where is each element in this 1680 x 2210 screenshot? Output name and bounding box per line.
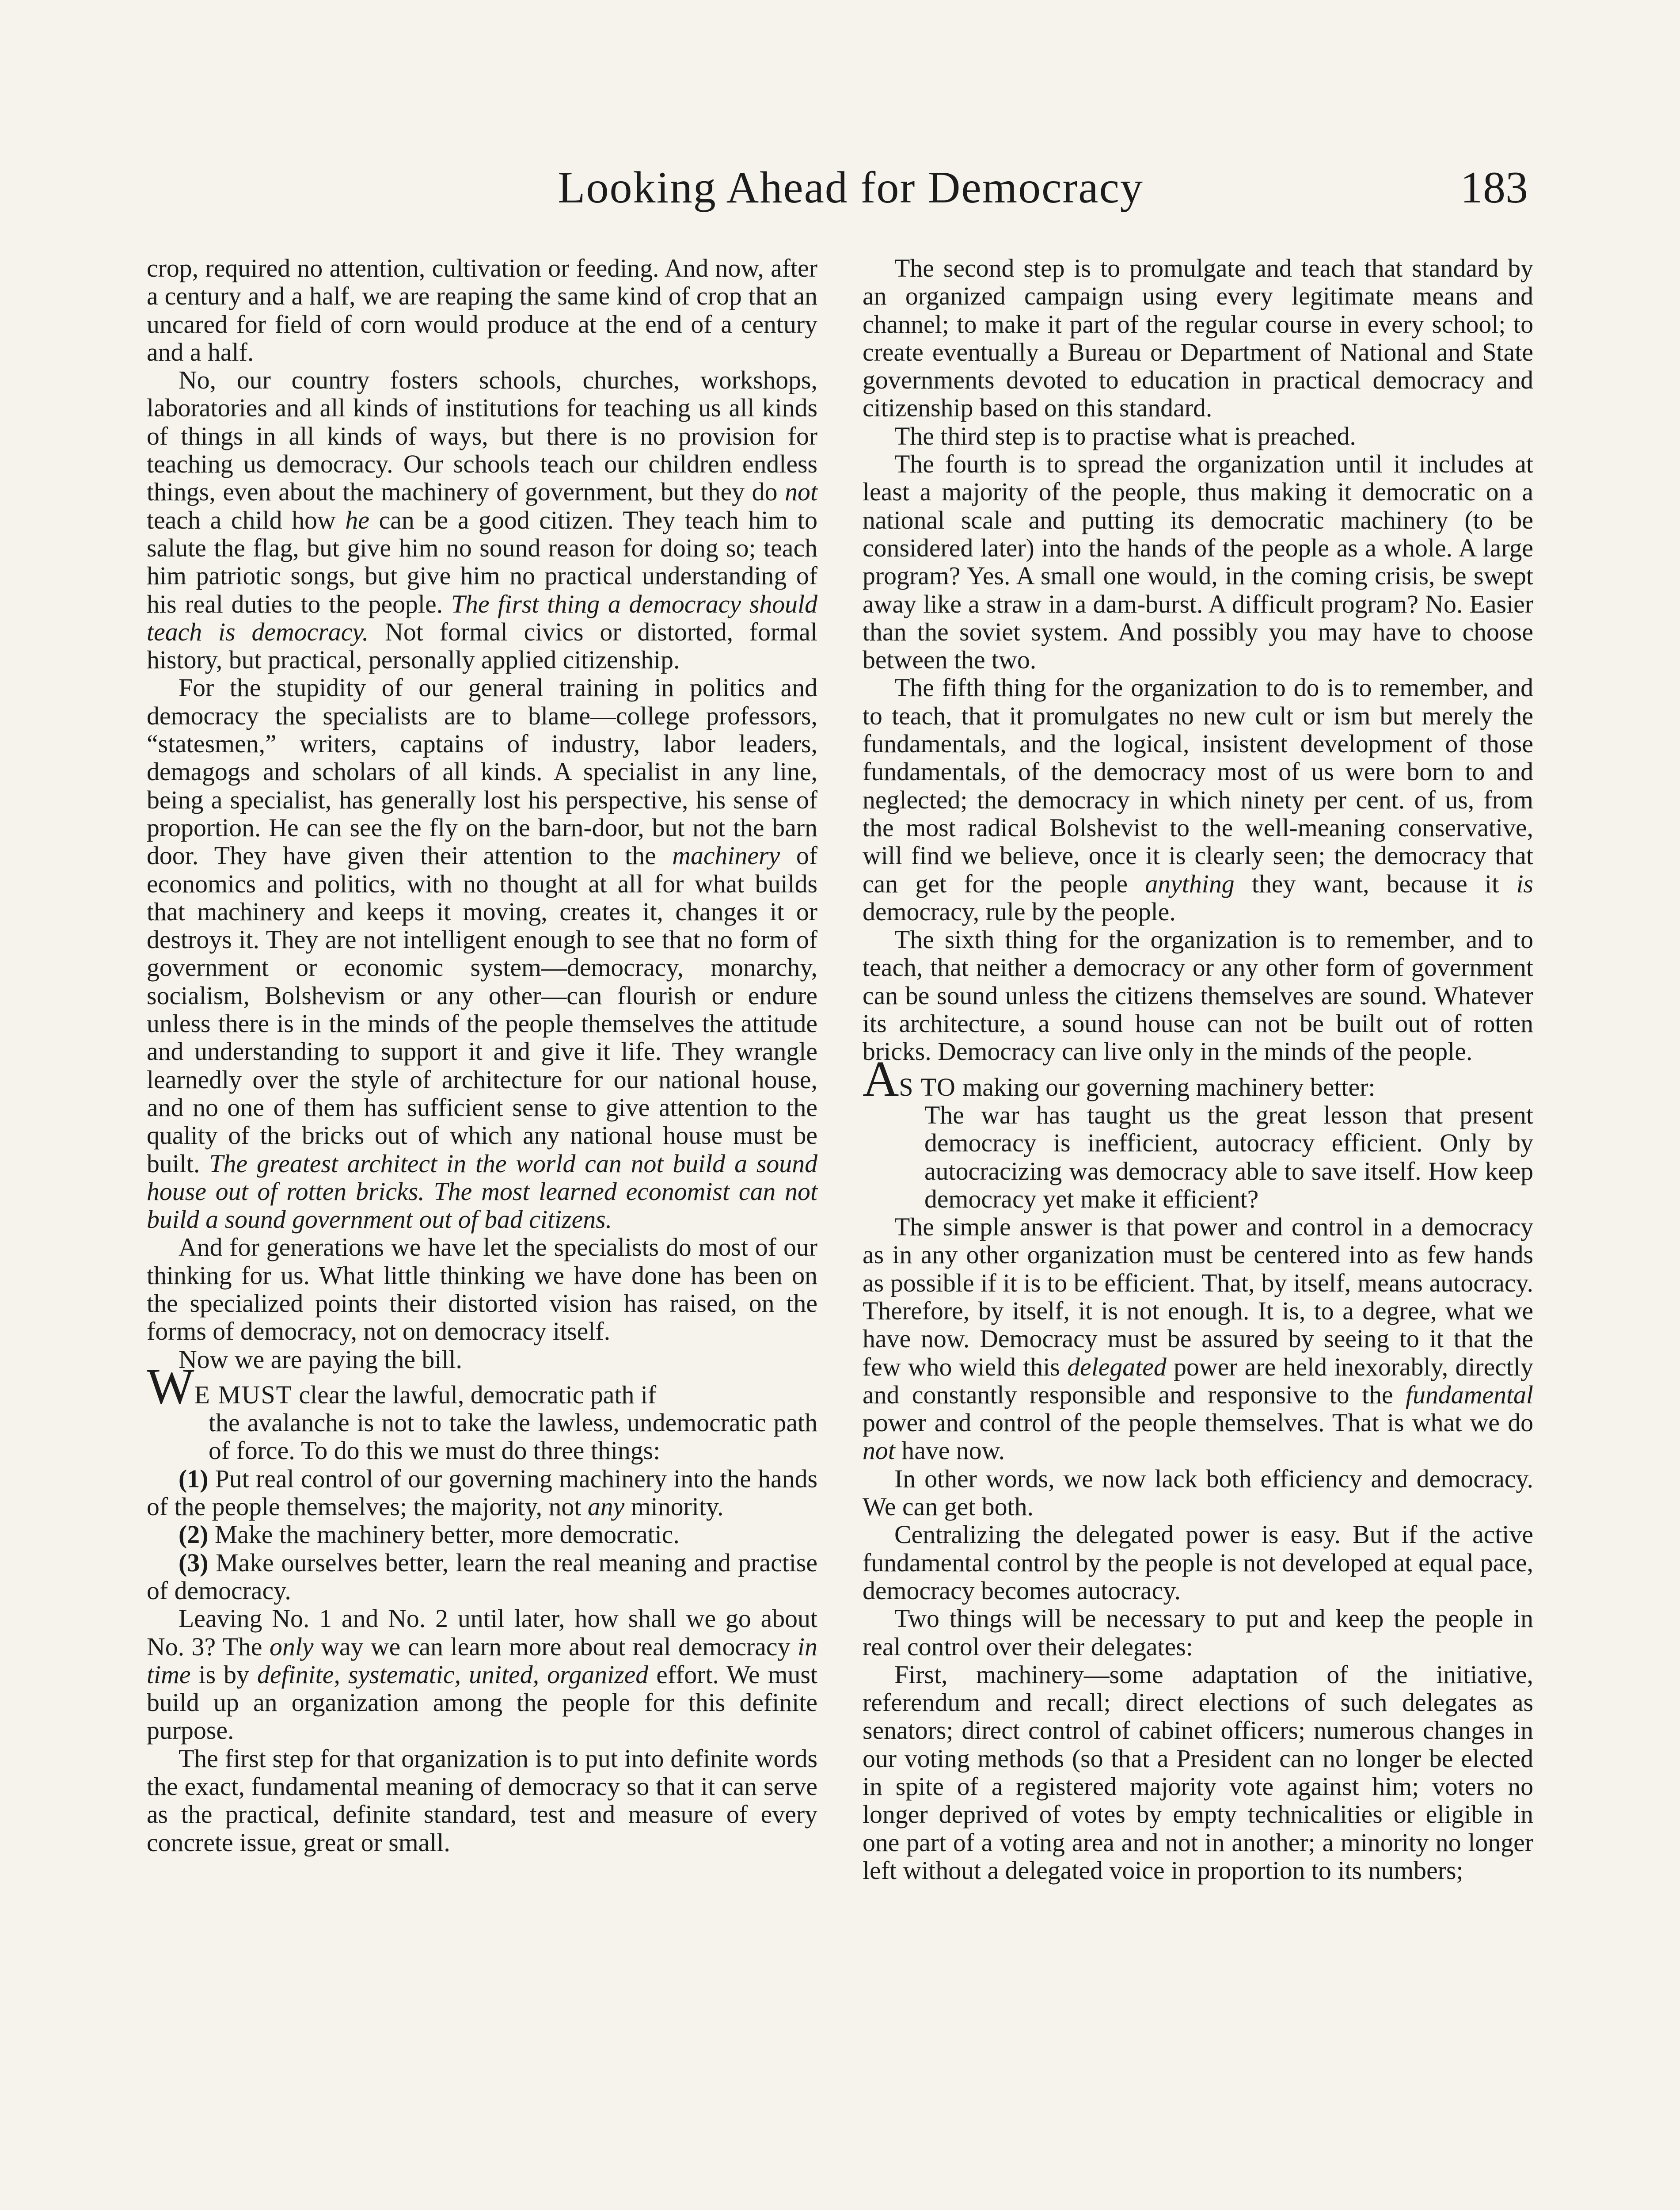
paragraph: The sixth thing for the organization is to remember, and to teach, that neither a democracy or any other form of government can be sound unless the citizens themselves are sound. Whatever its architecture, a sound house can not be built out of rotten bricks. Democracy can live only in the minds of the people.: [863, 925, 1533, 1066]
paragraph: The second step is to promulgate and teach that standard by an organized campaign using every legitimate means and channel; to make it part of the regular course in every school; to create eventually a Bureau or Department of National and State governments devoted to education in practical democracy and citizenship based on this standard.: [863, 254, 1533, 423]
page-title: Looking Ahead for Democracy: [558, 163, 1144, 213]
paragraph: crop, required no attention, cultivation or feeding. And now, after a century and a half, we are reaping the same kind of crop that an uncared for field of corn would produce at the end of a century and a half.: [147, 254, 817, 366]
drop-cap: W: [147, 1358, 194, 1414]
list-item: (1) Put real control of our governing machinery into the hands of the people themselves; the majority, not any minority.: [147, 1464, 817, 1521]
paragraph: Now we are paying the bill.: [179, 1345, 463, 1374]
paragraph: Two things will be necessary to put and keep the people in real control over their delegates:: [863, 1604, 1533, 1661]
paragraph: The third step is to practise what is preached.: [894, 421, 1356, 450]
list-item: (3) Make ourselves better, learn the real meaning and practise of democracy.: [147, 1548, 817, 1605]
paragraph: For the stupidity of our general training in politics and democracy the specialists are to blame—college professors, “statesmen,” writers, captains of industry, labor leaders, demagogs and scholars of all kinds. A specialist in any line, being a specialist, has generally lost his perspective, his sense of proportion. He can see the fly on the barn-door, but not the barn door. They have given their attention to the machinery of economics and politics, with no thought at all for what builds that machinery and keeps it moving, creates it, changes it or destroys it. They are not intelligent enough to see that no form of government or economic system—democracy, monarchy, socialism, Bolshevism or any other—can flourish or endure unless there is in the minds of the people themselves the attitude and understanding to support it and give it life. They wrangle learnedly over the style of architecture for our national house, and no one of them has sufficient sense to give attention to the quality of the bricks out of which any national house must be built. The greatest architect in the world can not build a sound house out of rotten bricks. The most learned economist can not build a sound government out of bad citizens.: [147, 673, 817, 1234]
paragraph: No, our country fosters schools, churches, workshops, laboratories and all kinds of institutions for teaching us all kinds of things in all kinds of ways, but there is no provision for teaching us democracy. Our schools teach our children endless things, even about the machinery of government, but they do not teach a child how he can be a good citizen. They teach him to salute the flag, but give him no sound reason for doing so; teach him patriotic songs, but give him no practical understanding of his real duties to the people. The first thing a democracy should teach is democracy. Not formal civics or distorted, formal history, but practical, personally applied citizenship.: [147, 366, 817, 674]
section-opening-paragraph: AS TO making our governing machinery better: The war has taught us the great lesson that present democracy is inefficient, autocracy efficient. Only by autocracizing was democracy able to save itself. How keep democracy yet make it efficient?: [863, 1050, 1533, 1213]
paragraph: And for generations we have let the specialists do most of our thinking for us. What little thinking we have done has been on the specialized points their distorted vision has raised, on the forms of democracy, not on democracy itself.: [147, 1233, 817, 1346]
right-column: [863, 254, 1533, 1884]
paragraph: The first step for that organization is to put into definite words the exact, fundamental meaning of democracy so that it can serve as the practical, definite standard, test and measure of every concrete issue, great or small.: [147, 1744, 817, 1857]
paragraph: The simple answer is that power and control in a democracy as in any other organization must be centered into as few hands as possible if it is to be efficient. That, by itself, means autocracy. Therefore, by itself, it is not enough. It is, to a degree, what we have now. Democracy must be assured by seeing to it that the few who wield this delegated power are held inexorably, directly and constantly responsible and responsive to the fundamental power and control of the people themselves. That is what we do not have now.: [863, 1212, 1533, 1465]
list-item: (2) Make the machinery better, more democratic.: [179, 1520, 680, 1549]
paragraph: The fourth is to spread the organization until it includes at least a majority of the people, thus making it democratic on a national scale and putting its democratic machinery (to be considered later) into the hands of the people as a whole. A large program? Yes. A small one would, in the coming crisis, be swept away like a straw in a dam-burst. A difficult program? No. Easier than the soviet system. And possibly you may have to choose between the two.: [863, 450, 1533, 674]
left-column: [147, 254, 817, 1856]
section-opening-paragraph: WE MUST clear the lawful, democratic path if the avalanche is not to take the lawless, undemocratic path of force. To do this we must do three things:: [147, 1358, 817, 1465]
drop-cap: A: [863, 1050, 899, 1107]
paragraph: The fifth thing for the organization to do is to remember, and to teach, that it promulgates no new cult or ism but merely the fundamentals, and the logical, insistent development of those fundamentals, of the democracy most of us were born to and neglected; the democracy in which ninety per cent. of us, from the most radical Bolshevist to the well-meaning conservative, will find we believe, once it is clearly seen; the democracy that can get for the people anything they want, because it is democracy, rule by the people.: [863, 673, 1533, 926]
page-header: [0, 159, 1680, 225]
paragraph: In other words, we now lack both efficiency and democracy. We can get both.: [863, 1464, 1533, 1521]
paragraph: Leaving No. 1 and No. 2 until later, how shall we go about No. 3? The only way we can learn more about real democracy in time is by definite, systematic, united, organized effort. We must build up an organization among the people for this definite purpose.: [147, 1604, 817, 1745]
paragraph: First, machinery—some adaptation of the initiative, referendum and recall; direct elections of such delegates as senators; direct control of cabinet officers; numerous changes in our voting methods (so that a President can no longer be elected in spite of a registered majority vote against him; voters no longer deprived of votes by empty technicalities or eligible in one part of a voting area and not in another; a minority no longer left without a delegated voice in proportion to its numbers;: [863, 1660, 1533, 1885]
paragraph: Centralizing the delegated power is easy. But if the active fundamental control by the people is not developed at equal pace, democracy becomes autocracy.: [863, 1520, 1533, 1605]
page-number: 183: [1460, 163, 1528, 213]
